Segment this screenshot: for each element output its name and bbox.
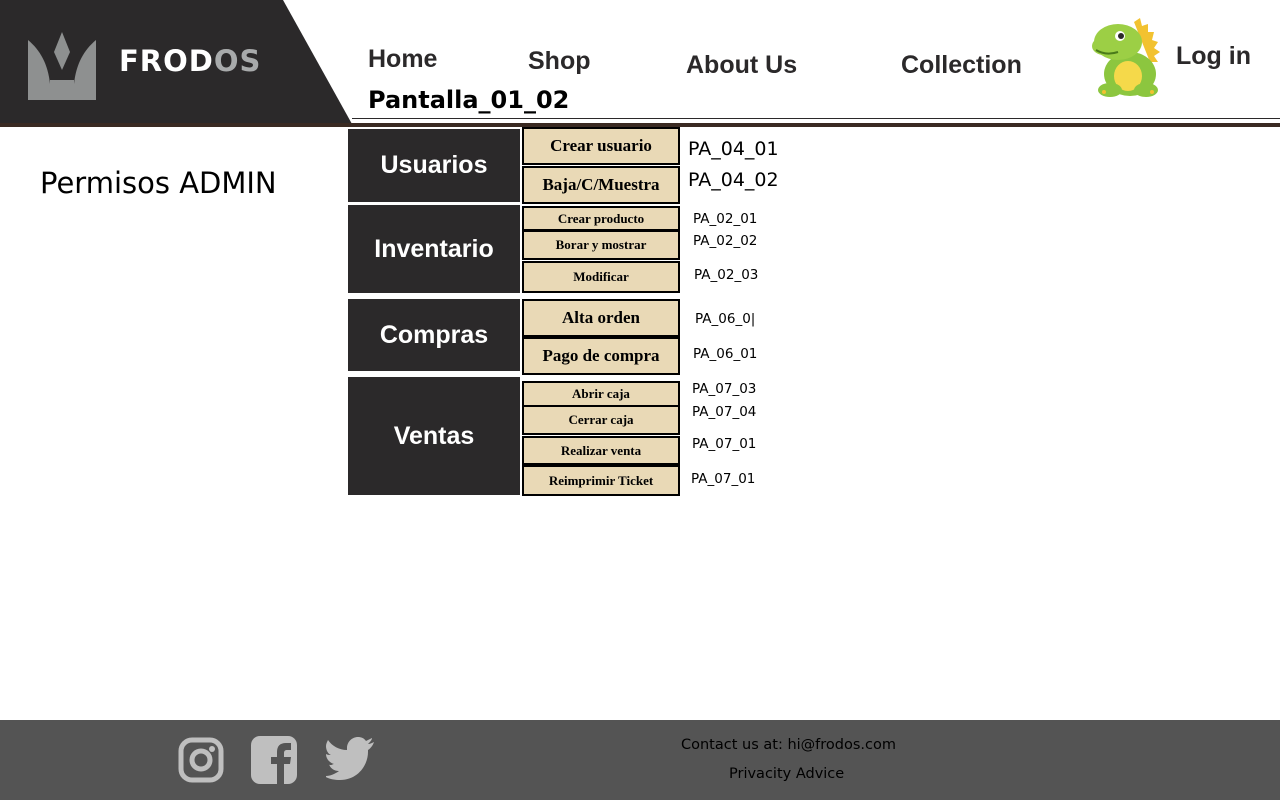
permission-modificar[interactable]: Modificar <box>522 261 680 293</box>
permission-code: PA_02_01 <box>693 211 758 227</box>
permission-code: PA_04_01 <box>688 138 779 160</box>
permission-code: PA_07_03 <box>692 381 757 397</box>
brand-name-secondary: OS <box>213 44 262 78</box>
facebook-icon[interactable] <box>251 736 297 784</box>
login-link[interactable]: Log in <box>1176 42 1251 70</box>
permission-code: PA_06_0| <box>695 311 756 327</box>
permission-alta-orden[interactable]: Alta orden <box>522 299 680 337</box>
permission-pago-de-compra[interactable]: Pago de compra <box>522 337 680 375</box>
permission-code: PA_07_01 <box>692 436 757 452</box>
nav-about-us[interactable]: About Us <box>686 51 798 79</box>
instagram-icon[interactable] <box>178 736 224 784</box>
permission-code: PA_06_01 <box>693 346 758 362</box>
twitter-icon[interactable] <box>326 736 376 782</box>
permission-abrir-caja[interactable]: Abrir caja <box>522 381 680 407</box>
frodos-logo-icon <box>26 30 98 102</box>
header-divider <box>352 118 1280 119</box>
page-title: Permisos ADMIN <box>40 166 277 200</box>
permission-baja-c-muestra[interactable]: Baja/C/Muestra <box>522 166 680 204</box>
permission-code: PA_07_04 <box>692 404 757 420</box>
nav-collection[interactable]: Collection <box>901 51 1022 79</box>
permission-code: PA_02_02 <box>693 233 758 249</box>
permission-crear-producto[interactable]: Crear producto <box>522 206 680 231</box>
permission-cerrar-caja[interactable]: Cerrar caja <box>522 405 680 435</box>
dinosaur-avatar-icon[interactable] <box>1090 16 1168 98</box>
category-compras: Compras <box>348 299 520 371</box>
brand-name[interactable] <box>119 44 261 78</box>
nav-home[interactable]: Home <box>368 45 438 73</box>
category-ventas: Ventas <box>348 377 520 495</box>
category-inventario: Inventario <box>348 205 520 293</box>
permission-code: PA_04_02 <box>688 169 779 191</box>
permission-borar-y-mostrar[interactable]: Borar y mostrar <box>522 230 680 260</box>
permission-reimprimir-ticket[interactable]: Reimprimir Ticket <box>522 465 680 496</box>
permission-code: PA_02_03 <box>694 267 759 283</box>
permission-code: PA_07_01 <box>691 471 756 487</box>
brand-name-primary: FROD <box>119 44 214 78</box>
permission-realizar-venta[interactable]: Realizar venta <box>522 436 680 465</box>
permission-crear-usuario[interactable]: Crear usuario <box>522 127 680 165</box>
footer-contact[interactable]: Contact us at: hi@frodos.com <box>681 737 896 753</box>
privacy-link[interactable]: Privacity Advice <box>729 766 845 782</box>
nav-shop[interactable]: Shop <box>528 47 591 75</box>
category-usuarios: Usuarios <box>348 129 520 202</box>
screen-id: Pantalla_01_02 <box>368 86 570 114</box>
